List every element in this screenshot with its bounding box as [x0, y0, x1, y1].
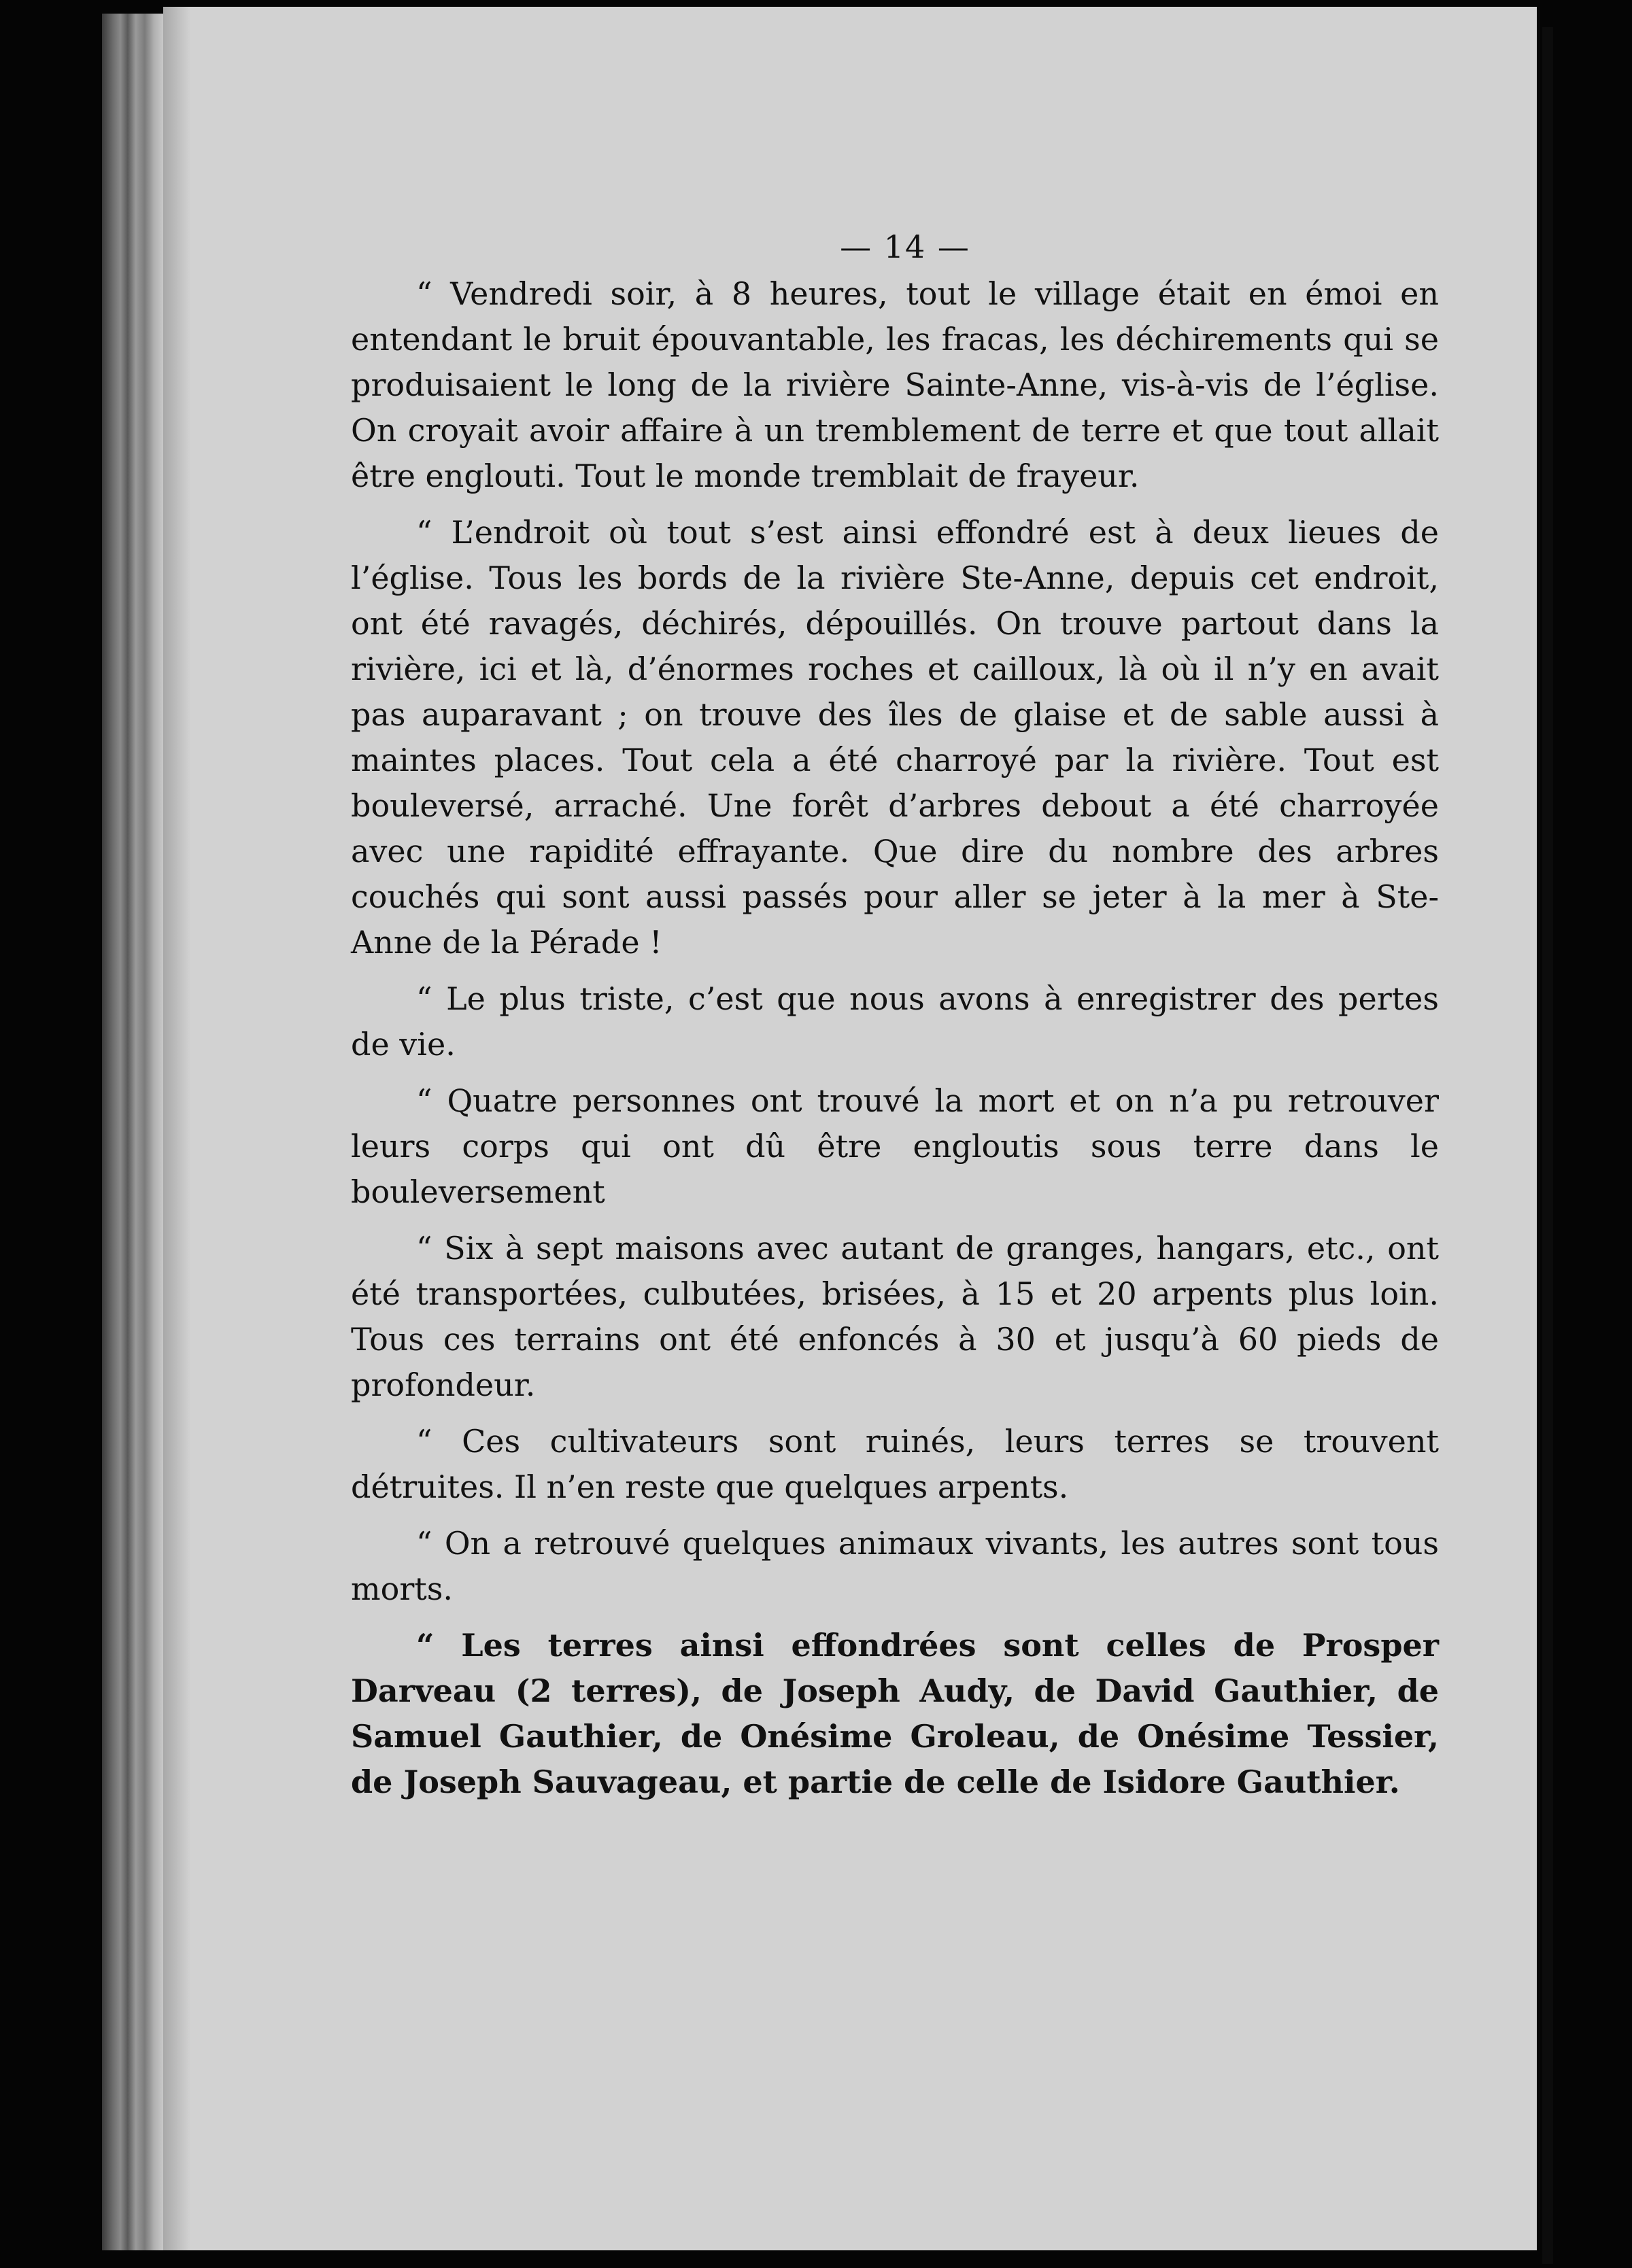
- paragraph: “ Vendredi soir, à 8 heures, tout le village était en émoi en entendant le bruit épouvantable, les fracas, les déchirements qui se produisaient le long de la rivière Sainte-Anne, vis-à-vis de l’église. On croyait avoir affaire à un tremblement de terre et que tout allait être englouti. Tout le monde tremblait de frayeur.: [351, 275, 1439, 494]
- paragraph: “ Ces cultivateurs sont ruinés, leurs terres se trouvent détruites. Il n’en reste que quelques arpents.: [351, 1423, 1439, 1505]
- paragraph: “ Quatre personnes ont trouvé la mort et on n’a pu retrouver leurs corps qui ont dû être engloutis sous terre dans le bouleversement: [351, 1082, 1439, 1210]
- page-number: — 14 —: [840, 228, 970, 265]
- gutter-shadow: [163, 7, 190, 2250]
- page-stack-edges: [102, 14, 163, 2250]
- paragraph: “ Le plus triste, c’est que nous avons à enregistrer des pertes de vie.: [351, 980, 1439, 1063]
- paragraph: “ On a retrouvé quelques animaux vivants, les autres sont tous morts.: [351, 1525, 1439, 1607]
- page-edge-rule: [1542, 27, 1553, 2264]
- paragraph: “ Les terres ainsi effondrées sont celles de Prosper Darveau (2 terres), de Joseph Audy, de David Gauthier, de Samuel Gauthier, de Onésime Groleau, de Onésime Tessier, de Joseph Sauvageau, et partie de celle de Isidore Gauthier.: [351, 1627, 1439, 1800]
- paragraph: “ Six à sept maisons avec autant de granges, hangars, etc., ont été transportées, culbutées, brisées, à 15 et 20 arpents plus loin. Tous ces terrains ont été enfoncés à 30 et jusqu’à 60 pieds de profondeur.: [351, 1230, 1439, 1403]
- page-text: [351, 224, 1439, 1816]
- paragraph: “ L’endroit où tout s’est ainsi effondré est à deux lieues de l’église. Tous les bords de la rivière Ste-Anne, depuis cet endroit, ont été ravagés, déchirés, dépouillés. On trouve partout dans la rivière, ici et là, d’énormes roches et cailloux, là où il n’y en avait pas auparavant ; on trouve des îles de glaise et de sable aussi à maintes places. Tout cela a été charroyé par la rivière. Tout est bouleversé, arraché. Une forêt d’arbres debout a été charroyée avec une rapidité effrayante. Que dire du nombre des arbres couchés qui sont aussi passés pour aller se jeter à la mer à Ste-Anne de la Pérade !: [351, 514, 1439, 961]
